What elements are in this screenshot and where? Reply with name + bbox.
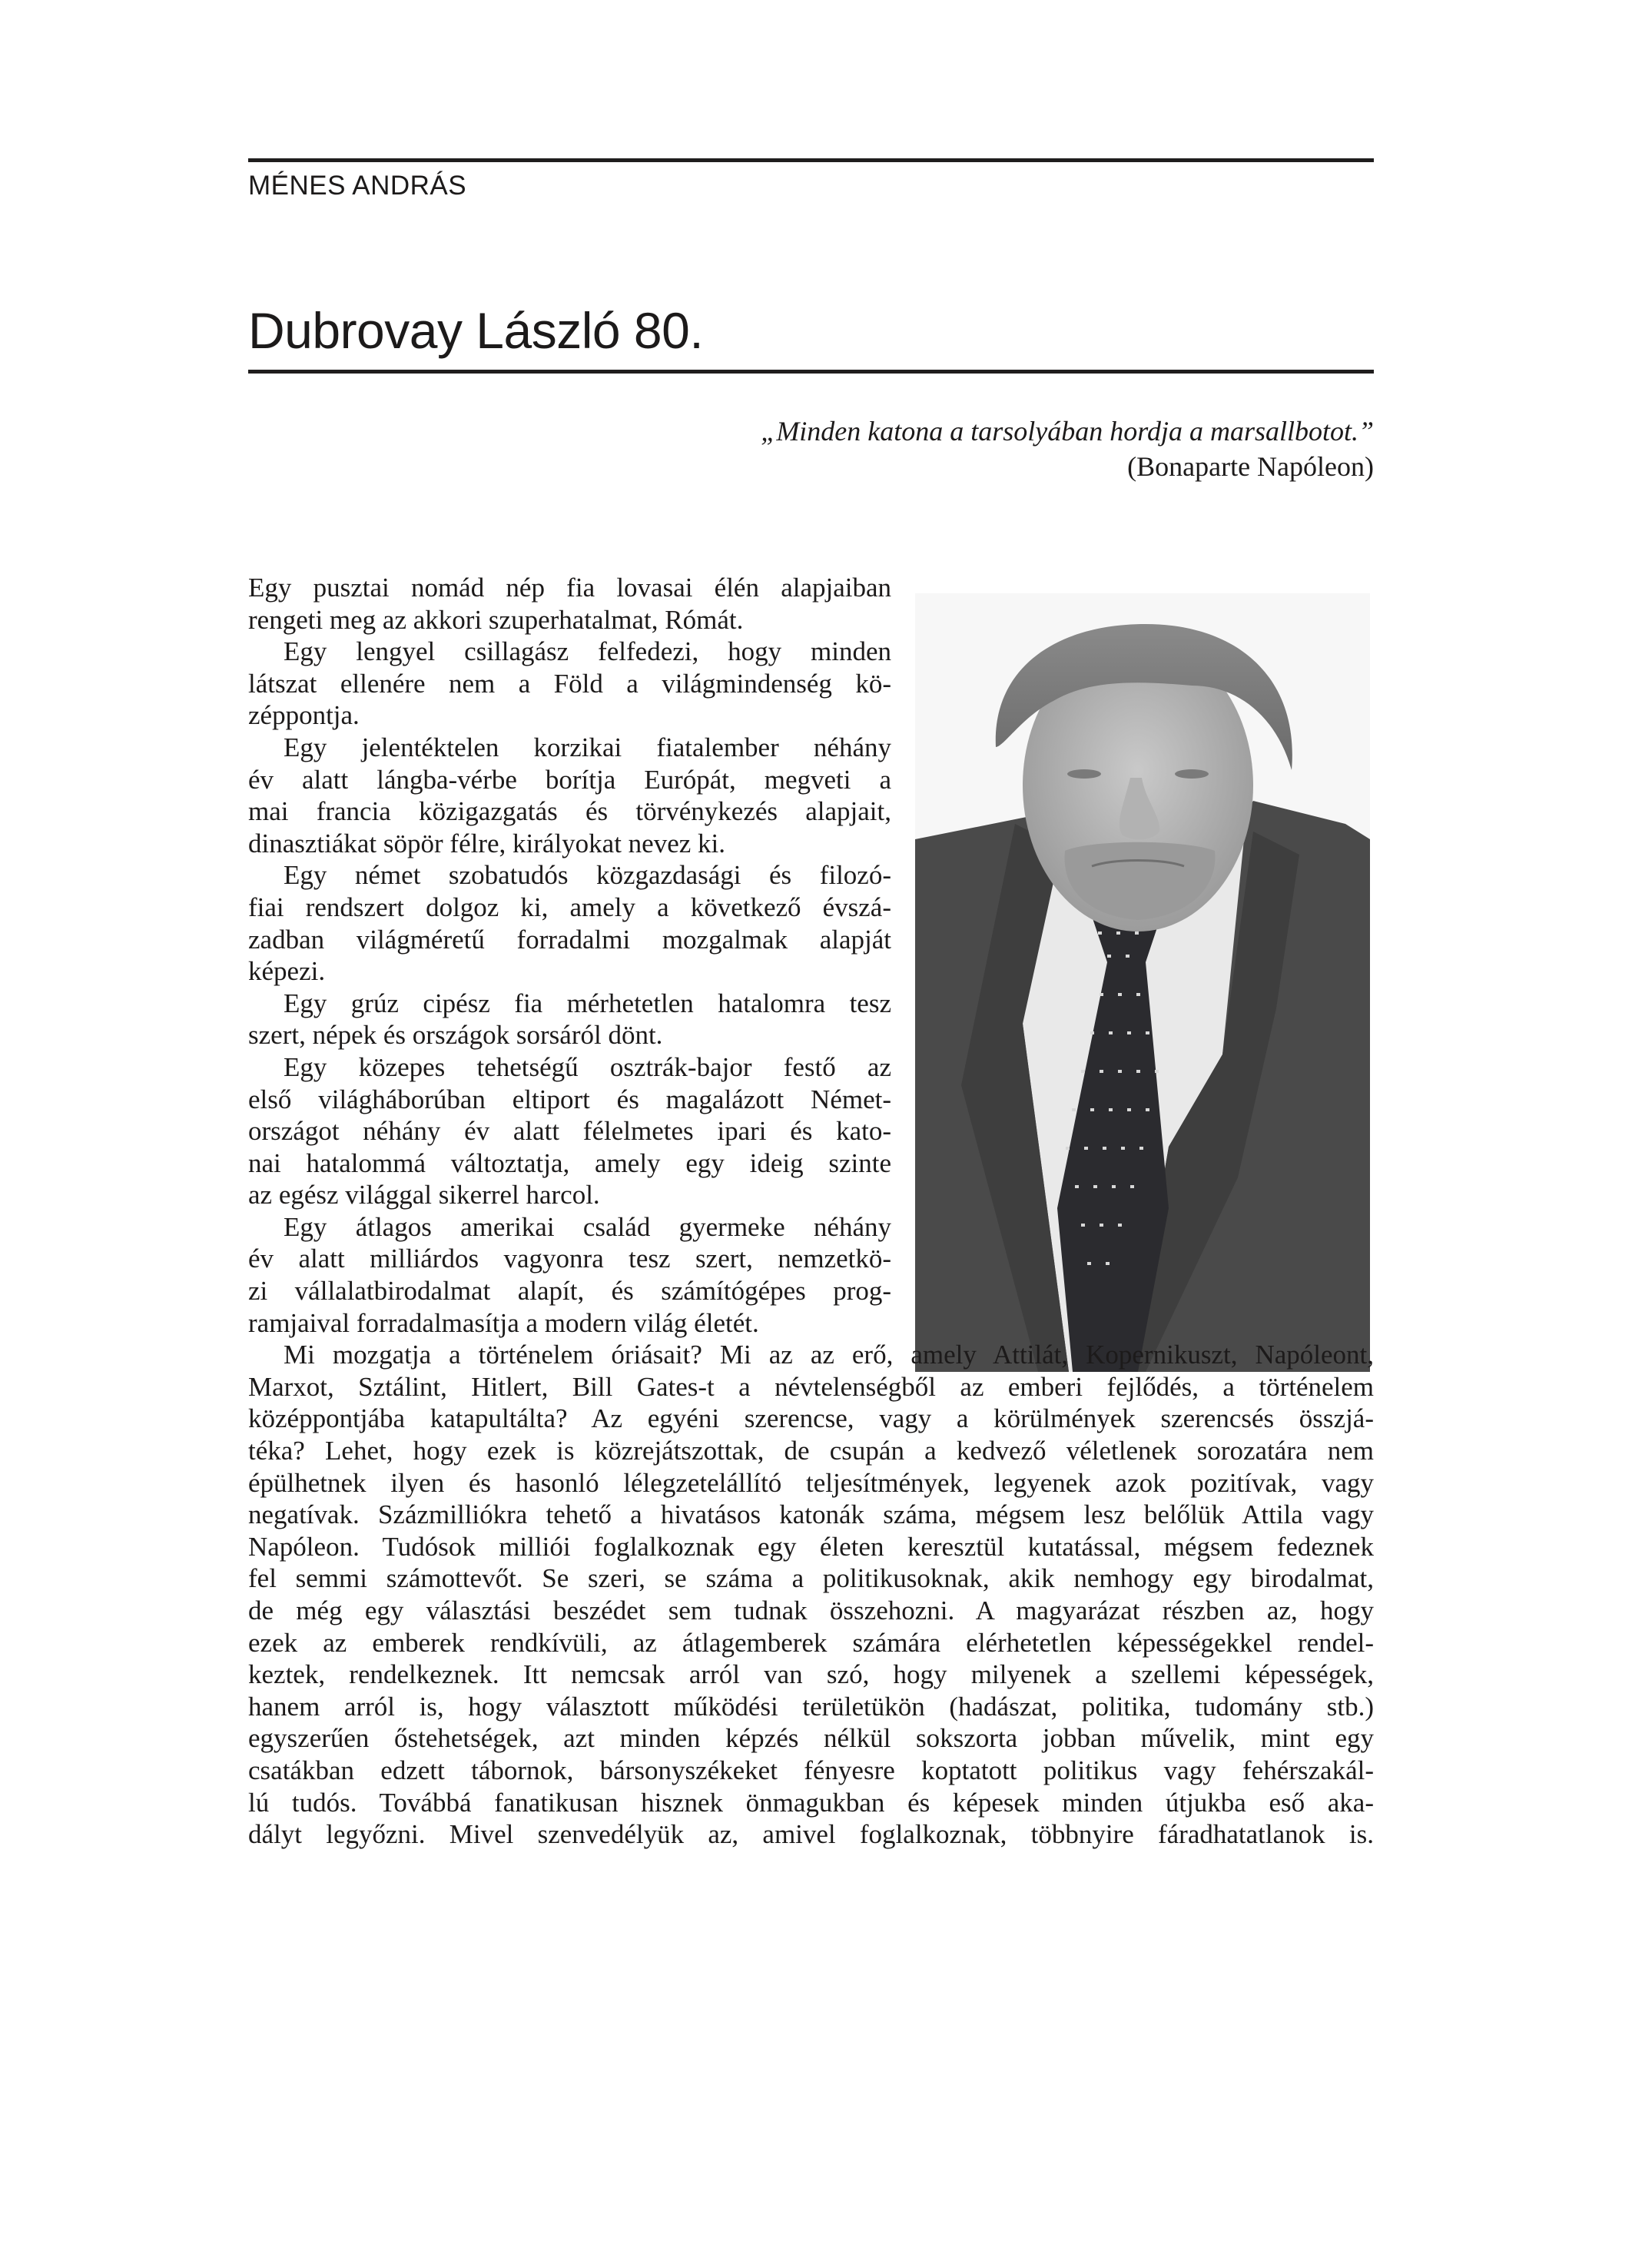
body-text-line: épülhetnek ilyen és hasonló lélegzetelállító teljesítmények, legyenek azok pozitívak, vagy [248, 1467, 1374, 1498]
body-text-line: fiai rendszert dolgoz ki, amely a következő évszá- [248, 892, 891, 922]
body-text-line: ezek az emberek rendkívüli, az átlagemberek számára elérhetetlen képességekkel rendel- [248, 1627, 1374, 1658]
header-top-rule [248, 158, 1374, 162]
body-text-line: első világháborúban eltiport és magalázott Német- [248, 1084, 891, 1114]
body-text-line: szert, népek és országok sorsáról dönt. [248, 1020, 663, 1051]
body-text-line: fel semmi számottevőt. Se szeri, se száma a politikusoknak, akik nemhogy egy birodalmat, [248, 1563, 1374, 1594]
body-text-line: év alatt milliárdos vagyonra tesz szert, nemzetkö- [248, 1244, 891, 1274]
body-text-line: csatákban edzett tábornok, bársonyszékeket fényesre koptatott politikus vagy fehérszakál- [248, 1755, 1374, 1785]
body-text-line: Egy átlagos amerikai család gyermeke néhány [284, 1211, 891, 1242]
body-text-line: Mi mozgatja a történelem óriásait? Mi az az erő, amely Attilát, Kopernikuszt, Napóleont, [284, 1340, 1374, 1370]
body-text-line: Egy pusztai nomád nép fia lovasai élén alapjaiban [248, 573, 891, 603]
epigraph-quote: „Minden katona a tarsolyában hordja a marsallbotot.” [761, 416, 1374, 447]
author-name: MÉNES ANDRÁS [248, 171, 467, 201]
title-bottom-rule [248, 370, 1374, 374]
body-text-line: az egész világgal sikerrel harcol. [248, 1180, 600, 1210]
body-text-line: egyszerűen őstehetségek, azt minden képzés nélkül sokszorta jobban művelik, mint egy [248, 1723, 1374, 1754]
body-text-line: Egy grúz cipész fia mérhetetlen hatalomra tesz [284, 988, 891, 1018]
body-text-line: negatívak. Százmilliókra tehető a hivatásos katonák száma, mégsem lesz belőlük Attila vagy [248, 1499, 1374, 1530]
body-text-line: Egy lengyel csillagász felfedezi, hogy minden [284, 636, 891, 667]
body-text-line: mai francia közigazgatás és törvénykezés alapjait, [248, 796, 891, 827]
body-text-line: látszat ellenére nem a Föld a világmindenség kö- [248, 668, 891, 699]
body-text-line: dinasztiákat söpör félre, királyokat nevez ki. [248, 828, 726, 858]
body-text-line: lú tudós. Továbbá fanatikusan hisznek önmagukban és képesek minden útjukba eső aka- [248, 1787, 1374, 1818]
body-text-line: Egy jelentéktelen korzikai fiatalember néhány [284, 732, 891, 762]
body-text-line: keztek, rendelkeznek. Itt nemcsak arról van szó, hogy milyenek a szellemi képességek, [248, 1659, 1374, 1690]
body-text-line: nai hatalommá változtatja, amely egy ideig szinte [248, 1147, 891, 1178]
body-text-line: zi vállalatbirodalmat alapít, és számítógépes prog- [248, 1276, 891, 1307]
article-title: Dubrovay László 80. [248, 302, 704, 359]
body-text-line: hanem arról is, hogy választott működési területükön (hadászat, politika, tudomány stb.) [248, 1691, 1374, 1722]
body-text-line: középpontjába katapultálta? Az egyéni szerencse, vagy a körülmények szerencsés összjá- [248, 1403, 1374, 1434]
body-text-line: év alatt lángba-vérbe borítja Európát, megveti a [248, 764, 891, 795]
epigraph [761, 413, 1374, 484]
body-text-line: rengeti meg az akkori szuperhatalmat, Rómát. [248, 604, 744, 635]
body-text-line: téka? Lehet, hogy ezek is közrejátszottak, de csupán a kedvező véletlenek sorozatára nem [248, 1436, 1374, 1466]
body-text-line: Marxot, Sztálint, Hitlert, Bill Gates-t a névtelenségből az emberi fejlődés, a történelem [248, 1371, 1374, 1402]
epigraph-attribution: (Bonaparte Napóleon) [1127, 451, 1374, 482]
body-text-line: Egy közepes tehetségű osztrák-bajor festő az [284, 1051, 891, 1082]
body-text-line: dályt legyőzni. Mivel szenvedélyük az, amivel foglalkoznak, többnyire fáradhatatlanok is. [248, 1819, 1374, 1850]
body-text-line: Napóleon. Tudósok milliói foglalkoznak egy életen keresztül kutatással, mégsem fedeznek [248, 1531, 1374, 1562]
body-text-line: Egy német szobatudós közgazdasági és filozó- [284, 860, 891, 891]
body-text-line: de még egy választási beszédet sem tudnak összehozni. A magyarázat részben az, hogy [248, 1596, 1374, 1625]
body-text-line: zadban világméretű forradalmi mozgalmak alapját [248, 924, 891, 955]
body-text-line: országot néhány év alatt félelmetes ipari és kato- [248, 1116, 891, 1147]
body-text-line: képezi. [248, 956, 326, 987]
body-text-line: ramjaival forradalmasítja a modern világ életét. [248, 1307, 759, 1338]
body-text-line: zéppontja. [248, 700, 360, 731]
article-body [248, 572, 1374, 1851]
